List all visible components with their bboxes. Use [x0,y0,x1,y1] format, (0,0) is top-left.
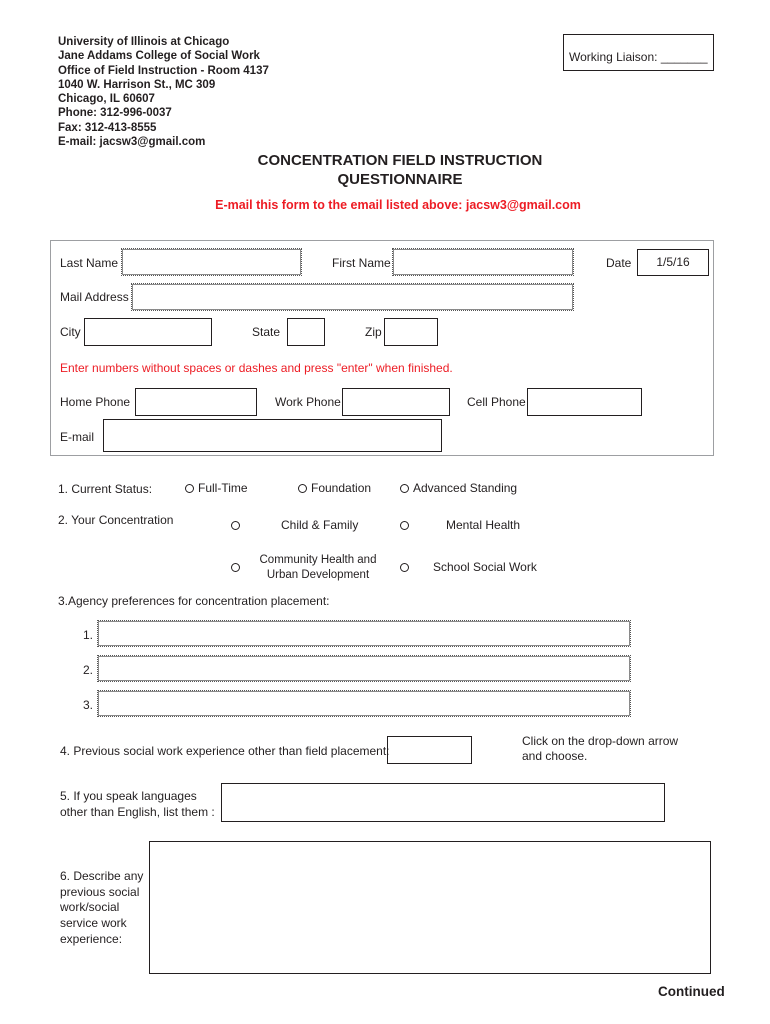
status-option-label: Full-Time [198,481,248,495]
phone-instruction: Enter numbers without spaces or dashes and press "enter" when finished. [60,361,453,375]
form-title [150,151,650,189]
address-line: Chicago, IL 60607 [58,93,155,106]
email-label: E-mail [60,430,95,444]
first-name-label: First Name [332,256,391,270]
address-line: University of Illinois at Chicago [58,36,230,48]
concentration-community-health-label [248,553,388,582]
date-label: Date [606,256,632,270]
status-option-label: Foundation [311,481,372,495]
cell-phone-field[interactable] [527,388,642,416]
address-line: 1040 W. Harrison St., MC 309 [58,78,216,91]
zip-field[interactable] [384,318,438,346]
previous-experience-dropdown[interactable] [387,736,472,764]
q2-label: 2. Your Concentration [58,513,174,527]
dropdown-hint-line2: and choose. [522,749,588,763]
email-field[interactable] [103,419,442,452]
community-label-line1: Community Health and [259,554,377,566]
q5-label-line1: 5. If you speak languages [60,789,197,803]
q6-label-line: service work [60,916,127,931]
q6-label-line: work/social [60,900,120,915]
agency-preference-1-field[interactable] [97,620,631,647]
state-field[interactable] [287,318,325,346]
working-liaison-box [563,34,714,71]
radio-icon[interactable] [298,484,307,493]
q4-label: 4. Previous social work experience other than field placement: [60,744,390,758]
agency-preference-number: 1. [83,628,94,642]
q1-label: 1. Current Status: [58,482,153,496]
address-line: Jane Addams College of Social Work [58,50,260,63]
agency-preference-3-field[interactable] [97,690,631,717]
zip-label: Zip [365,325,382,339]
q6-label-line: experience: [60,931,123,946]
address-line: E-mail: jacsw3@gmail.com [58,136,206,149]
community-label-line2: Urban Development [266,568,370,581]
mail-address-field[interactable] [131,283,574,311]
mail-address-label: Mail Address [60,290,129,304]
radio-icon[interactable] [400,484,409,493]
state-label: State [252,325,281,339]
city-label: City [60,325,81,339]
concentration-school-label: School Social Work [433,560,537,574]
home-phone-label: Home Phone [60,395,131,409]
dropdown-hint [522,734,678,764]
form-title-line2: QUESTIONNAIRE [337,171,463,188]
concentration-child-family-radio[interactable] [231,521,240,530]
address-line: Fax: 312-413-8555 [58,121,157,134]
email-notice: E-mail this form to the email listed above: jacsw3@gmail.com [215,198,581,212]
address-line: Phone: 312-996-0037 [58,107,172,120]
last-name-field[interactable] [121,248,302,276]
q6-label-line: previous social [60,884,140,899]
concentration-community-health-radio[interactable] [231,563,240,572]
continued-label: Continued [658,984,725,999]
experience-description-field[interactable] [149,841,711,974]
dropdown-hint-line1: Click on the drop-down arrow [522,734,679,748]
languages-field[interactable] [221,783,665,822]
q5-label-line2: other than English, list them : [60,804,215,819]
status-option-label: Advanced Standing [413,481,518,495]
q3-label: 3.Agency preferences for concentration placement: [58,594,330,608]
q5-label [60,789,215,820]
agency-preference-2-field[interactable] [97,655,631,682]
home-phone-field[interactable] [135,388,257,416]
concentration-mental-health-radio[interactable] [400,521,409,530]
work-phone-label: Work Phone [275,395,341,409]
first-name-field[interactable] [392,248,574,276]
date-field[interactable]: 1/5/16 [637,249,709,276]
q6-label [60,869,143,948]
college-address-block [58,35,269,149]
q6-label-line: 6. Describe any [60,869,144,883]
concentration-child-family-label: Child & Family [281,518,359,532]
radio-icon[interactable] [185,484,194,493]
agency-preference-number: 3. [83,698,94,712]
work-phone-field[interactable] [342,388,450,416]
working-liaison-label: Working Liaison: _______ [569,50,708,64]
address-line: Office of Field Instruction - Room 4137 [58,64,269,77]
concentration-school-radio[interactable] [400,563,409,572]
cell-phone-label: Cell Phone [467,395,526,409]
agency-preference-number: 2. [83,663,94,677]
concentration-mental-health-label: Mental Health [446,518,521,532]
city-field[interactable] [84,318,212,346]
last-name-label: Last Name [60,256,119,270]
form-title-line1: CONCENTRATION FIELD INSTRUCTION [257,152,543,169]
